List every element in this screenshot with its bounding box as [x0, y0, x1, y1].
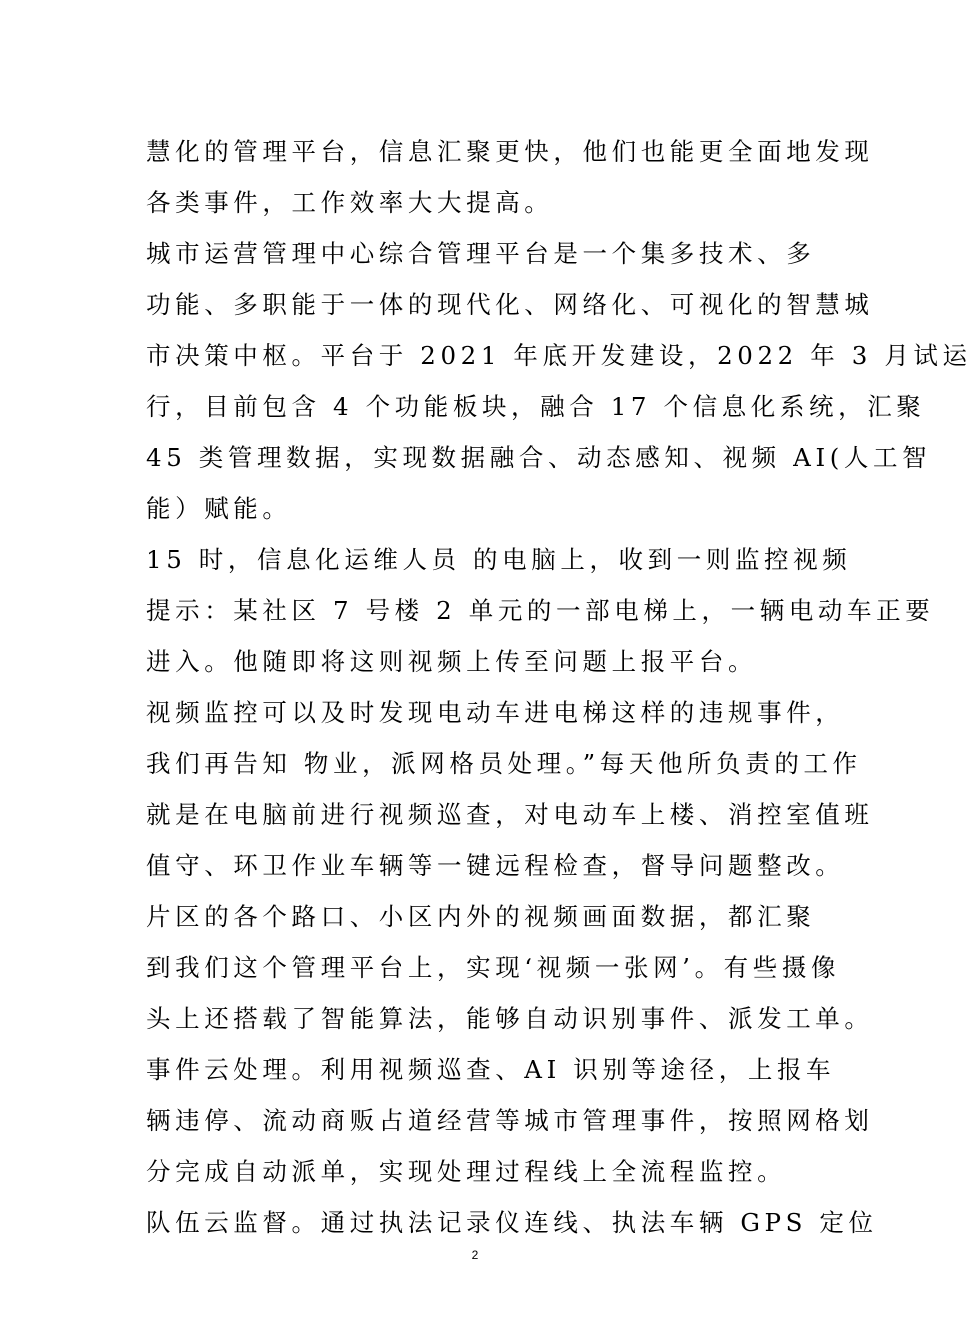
text-line: 头上还搭载了智能算法，能够自动识别事件、派发工单。 [146, 1004, 874, 1033]
text-line: 慧化的管理平台，信息汇聚更快，他们也能更全面地发现 [146, 137, 874, 166]
page-number: 2 [471, 1248, 479, 1262]
text-line: 城市运营管理中心综合管理平台是一个集多技术、多 [146, 239, 816, 268]
text-line: 事件云处理。利用视频巡查、AI 识别等途径，上报车 [146, 1055, 836, 1084]
text-line: 进入。他随即将这则视频上传至问题上报平台。 [146, 647, 758, 676]
text-line: 值守、环卫作业车辆等一键远程检查，督导问题整改。 [146, 851, 845, 880]
text-line: 各类事件，工作效率大大提高。 [146, 188, 554, 217]
text-line: 15 时，信息化运维人员 的电脑上，收到一则监控视频 [146, 545, 852, 574]
text-line: 提示：某社区 7 号楼 2 单元的一部电梯上，一辆电动车正要 [146, 596, 935, 625]
text-line: 队伍云监督。通过执法记录仪连线、执法车辆 GPS 定位 [146, 1208, 878, 1237]
text-line: 功能、多职能于一体的现代化、网络化、可视化的智慧城 [146, 290, 874, 319]
text-line: 市决策中枢。平台于 2021 年底开发建设，2022 年 3 月试运 [146, 341, 972, 370]
text-line: 能）赋能。 [146, 494, 292, 523]
text-line: 分完成自动派单，实现处理过程线上全流程监控。 [146, 1157, 787, 1186]
text-line: 辆违停、流动商贩占道经营等城市管理事件，按照网格划 [146, 1106, 874, 1135]
text-line: 45 类管理数据，实现数据融合、动态感知、视频 AI(人工智 [146, 443, 932, 472]
text-line: 就是在电脑前进行视频巡查，对电动车上楼、消控室值班 [146, 800, 874, 829]
text-line: 到我们这个管理平台上，实现‘视频一张网’。有些摄像 [146, 953, 841, 982]
text-line: 视频监控可以及时发现电动车进电梯这样的违规事件， [146, 698, 845, 727]
text-line: 行，目前包含 4 个功能板块，融合 17 个信息化系统，汇聚 [146, 392, 926, 421]
text-line: 我们再告知 物业，派网格员处理。”每天他所负责的工作 [146, 749, 862, 778]
text-line: 片区的各个路口、小区内外的视频画面数据，都汇聚 [146, 902, 816, 931]
